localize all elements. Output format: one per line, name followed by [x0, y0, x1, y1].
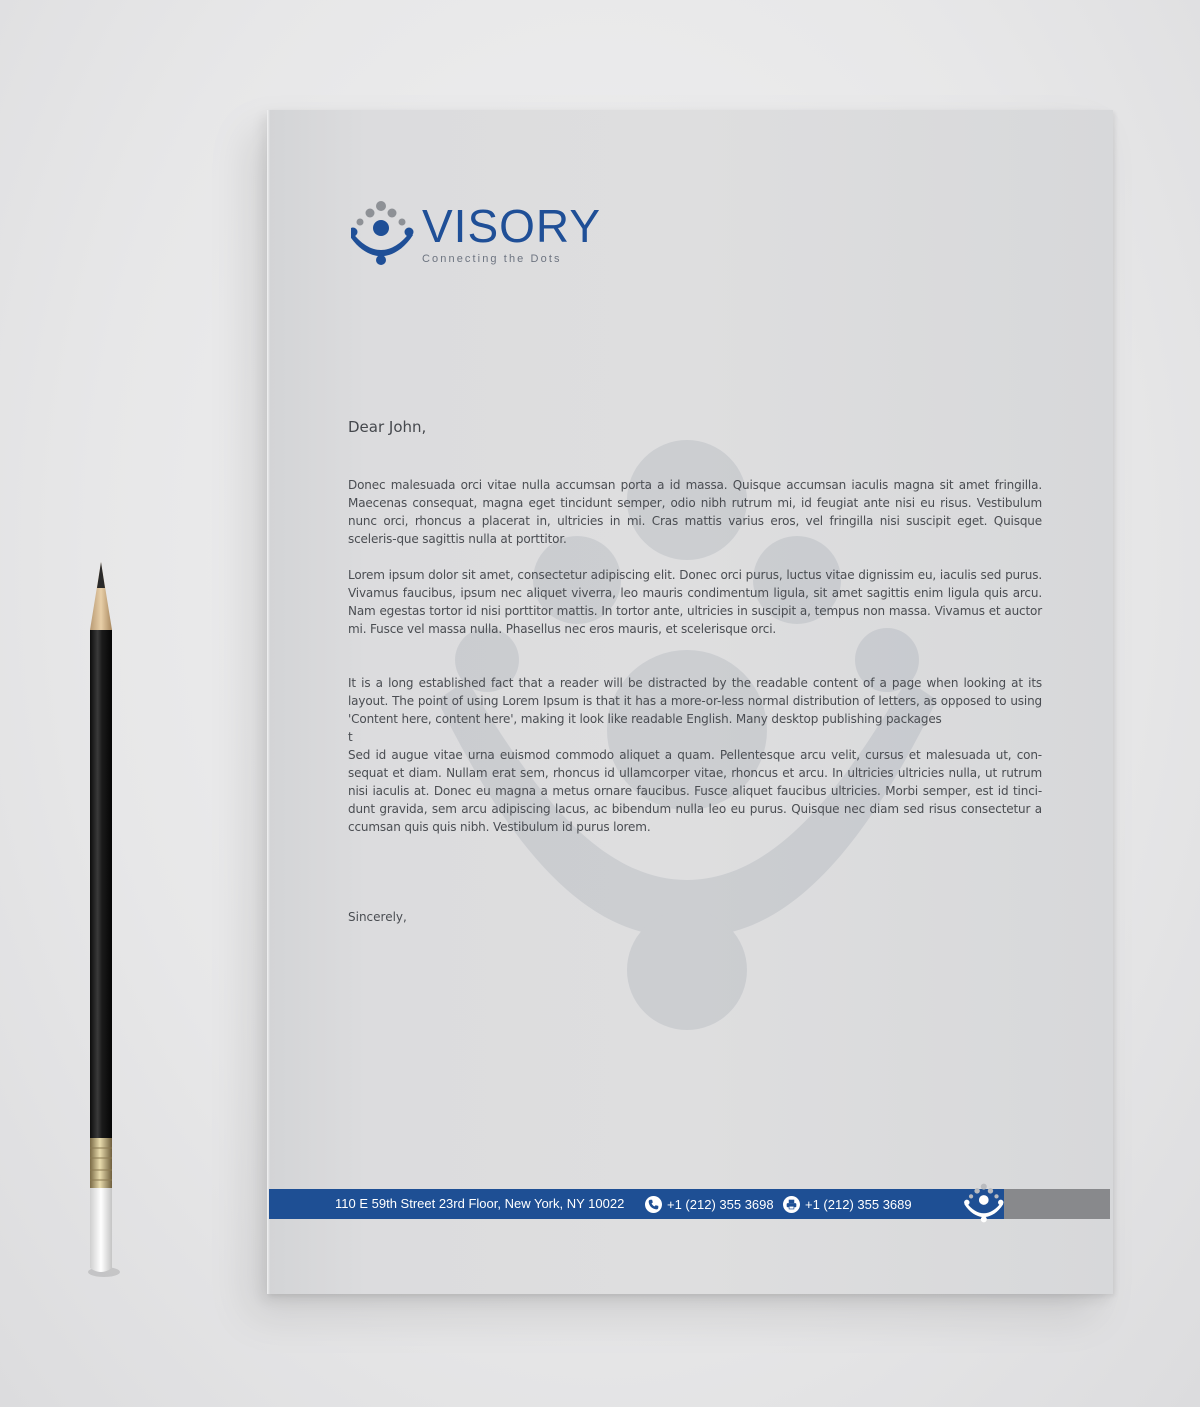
closing: Sincerely, — [348, 910, 407, 924]
company-name: VISORY — [422, 200, 601, 252]
letterhead-sheet — [267, 110, 1113, 1294]
sheet-edge-highlight — [267, 110, 270, 1294]
footer-gray-bar — [1004, 1189, 1110, 1219]
salutation: Dear John, — [348, 418, 427, 436]
fax-icon — [783, 1196, 800, 1213]
company-logo — [351, 200, 651, 270]
paragraph-2: Lorem ipsum dolor sit amet, consectetur adipiscing elit. Donec orci purus, luctus vitae dignissim eu, iaculis sed purus. Vivamus faucibus, ipsum nec aliquet viverra, leo mauris condimentum ligula, sit amet sagittis enim ligula quis arcu. Nam egestas tortor id nisi porttitor mattis. In tortor ante, ultricies in suscipit a, tempus non massa. Vivamus et auctor mi. Fusce vel massa nulla. Phasellus nec eros mauris, et scelerisque orci. — [348, 568, 1042, 636]
logo-mark-icon — [351, 200, 415, 266]
footer-address: 110 E 59th Street 23rd Floor, New York, NY 10022 — [335, 1196, 625, 1211]
phone-number: +1 (212) 355 3698 — [667, 1196, 774, 1212]
paragraph-3: It is a long established fact that a reader will be distracted by the readable content of a page when looking at its layout. The point of using Lorem Ipsum is that it has a more-or-less normal distribution of letters, as opposed to using 'Content here, content here', making it look like readable English. Many desktop publishing packages t Sed id augue vitae urna euismod commodo aliquet a quam. Pellentesque arcu velit, cursus et malesuada ut, con-sequat et diam. Nullam erat sem, rhoncus id ullamcorper vitae, rhoncus et arcu. In ultricies ultricies nulla, ut rutrum nisi iaculis at. Donec eu magna a metus ornare faucibus. Fusce aliquet faucibus ultricies. Morbi semper, est id tinci-dunt gravida, sem arcu adipiscing lacus, ac bibendum nulla leo eu purus. Quisque nec diam sed risus consectetur a ccumsan quis quis nibh. Vestibulum id purus lorem. — [348, 676, 1042, 834]
phone-icon — [645, 1196, 662, 1213]
footer-fax — [783, 1189, 912, 1219]
footer-band — [269, 1189, 1110, 1219]
company-tagline: Connecting the Dots — [422, 253, 562, 265]
paragraph-1: Donec malesuada orci vitae nulla accumsan porta a id massa. Quisque accumsan iaculis magna sit amet fringilla. Maecenas consequat, magna eget tincidunt semper, odio nibh rutrum mi, id feugiat ante nisi eu risus. Vestibulum nunc orci, rhoncus a placerat in, ultricies in mi. Cras mattis varius eros, vel fringilla nisi suscipit eget. Quisque sceleris-que sagittis nulla at porttitor. — [348, 478, 1042, 546]
pencil-image — [80, 560, 122, 1280]
fax-number: +1 (212) 355 3689 — [805, 1196, 912, 1212]
footer-phone — [645, 1189, 774, 1219]
footer-logo-mark-icon — [964, 1183, 1006, 1223]
